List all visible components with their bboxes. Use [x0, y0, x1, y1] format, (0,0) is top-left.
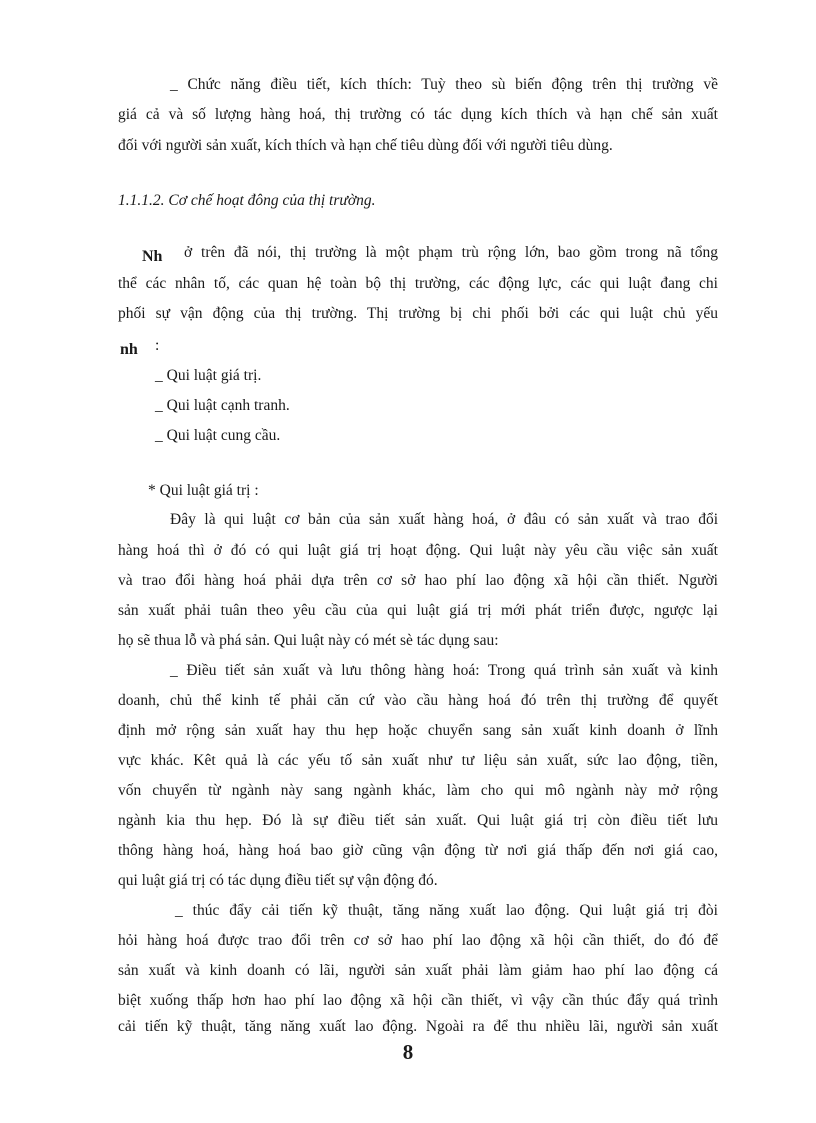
- bullet-canh-tranh: _ Qui luật cạnh tranh.: [155, 397, 290, 414]
- paragraph-4-line-5: vốn chuyển từ ngành này sang ngành khác, làm cho qui mô ngành này mở rộng: [118, 782, 718, 799]
- paragraph-5-line-4: biệt xuống thấp hơn hao phí lao động xã hội cần thiết, vì vậy cần thúc đẩy quá trình: [118, 992, 718, 1009]
- paragraph-5-line-3: sản xuất và kinh doanh có lãi, người sản xuất phải làm giảm hao phí lao động cá: [118, 962, 718, 979]
- section-heading: 1.1.1.2. Cơ chế hoạt đông của thị trường.: [118, 192, 376, 209]
- paragraph-2-line-2: thể các nhân tố, các quan hệ toàn bộ thị trường, các động lực, các qui luật đang chi: [118, 275, 718, 292]
- paragraph-3-line-5: họ sẽ thua lỗ và phá sản. Qui luật này có mét sè tác dụng sau:: [118, 632, 499, 649]
- paragraph-4-line-6: ngành kia thu hẹp. Đó là sự điều tiết sản xuất. Qui luật giá trị còn điều tiết lưu: [118, 812, 718, 829]
- paragraph-2-line-1: ở trên đã nói, thị trường là một phạm trù rộng lớn, bao gồm trong nã tổng: [184, 244, 718, 261]
- bullet-cung-cau: _ Qui luật cung cầu.: [155, 427, 281, 444]
- paragraph-4-line-8: qui luật giá trị có tác dụng điều tiết sự vận động đó.: [118, 872, 438, 889]
- paragraph-4-line-3: định mở rộng sản xuất hay thu hẹp hoặc chuyển sang sản xuất kinh doanh ở lĩnh: [118, 722, 718, 739]
- paragraph-1-line-2: giá cả và số lượng hàng hoá, thị trường có tác dụng kích thích và hạn chế sản xuất: [118, 106, 718, 123]
- paragraph-1-line-3: đối với người sản xuất, kích thích và hạn chế tiêu dùng đối với người tiêu dùng.: [118, 137, 613, 154]
- paragraph-4-line-1: _ Điều tiết sản xuất và lưu thông hàng hoá: Trong quá trình sản xuất và kinh: [170, 662, 718, 679]
- paragraph-3-line-1: Đây là qui luật cơ bản của sản xuất hàng hoá, ở đâu có sản xuất và trao đổi: [170, 511, 718, 528]
- page-number: 8: [402, 1040, 414, 1064]
- paragraph-4-line-4: vực khác. Kêt quả là các yếu tố sản xuất như tư liệu sản xuất, sức lao động, tiền,: [118, 752, 718, 769]
- bullet-gia-tri: _ Qui luật giá trị.: [155, 367, 262, 384]
- paragraph-2-line-3: phối sự vận động của thị trường. Thị trường bị chi phối bởi các qui luật chủ yếu: [118, 305, 718, 322]
- paragraph-5-line-2: hỏi hàng hoá được trao đổi trên cơ sở hao phí lao động xã hội cần thiết, do đó để: [118, 932, 718, 949]
- subsection-title: * Qui luật giá trị :: [148, 482, 259, 499]
- paragraph-3-line-2: hàng hoá thì ở đó có qui luật giá trị hoạt động. Qui luật này yêu cầu việc sản xuất: [118, 542, 718, 559]
- paragraph-3-line-3: và trao đổi hàng hoá phải dựa trên cơ sở hao phí lao động xã hội cần thiết. Người: [118, 572, 718, 589]
- paragraph-5-line-5: cải tiến kỹ thuật, tăng năng xuất lao động. Ngoài ra để thu nhiều lãi, người sản xuất: [118, 1018, 718, 1035]
- paragraph-2-lead: Nh: [142, 248, 163, 265]
- paragraph-4-line-7: thông hàng hoá, hàng hoá bao giờ cũng vận động từ nơi giá thấp đến nơi giá cao,: [118, 842, 718, 859]
- paragraph-2-line-4: :: [155, 337, 160, 354]
- paragraph-2-line-4-lead: nh: [120, 341, 138, 358]
- paragraph-4-line-2: doanh, chủ thể kinh tế phải căn cứ vào cầu hàng hoá đó trên thị trường để quyết: [118, 692, 718, 709]
- paragraph-1-line-1: _ Chức năng điều tiết, kích thích: Tuỳ theo sù biến động trên thị trường về: [170, 76, 718, 93]
- paragraph-5-line-1: _ thúc đẩy cải tiến kỹ thuật, tăng năng xuất lao động. Qui luật giá trị đòi: [175, 902, 718, 919]
- paragraph-3-line-4: sản xuất phải tuân theo yêu cầu của qui luật giá trị mới phát triển được, ngược lại: [118, 602, 718, 619]
